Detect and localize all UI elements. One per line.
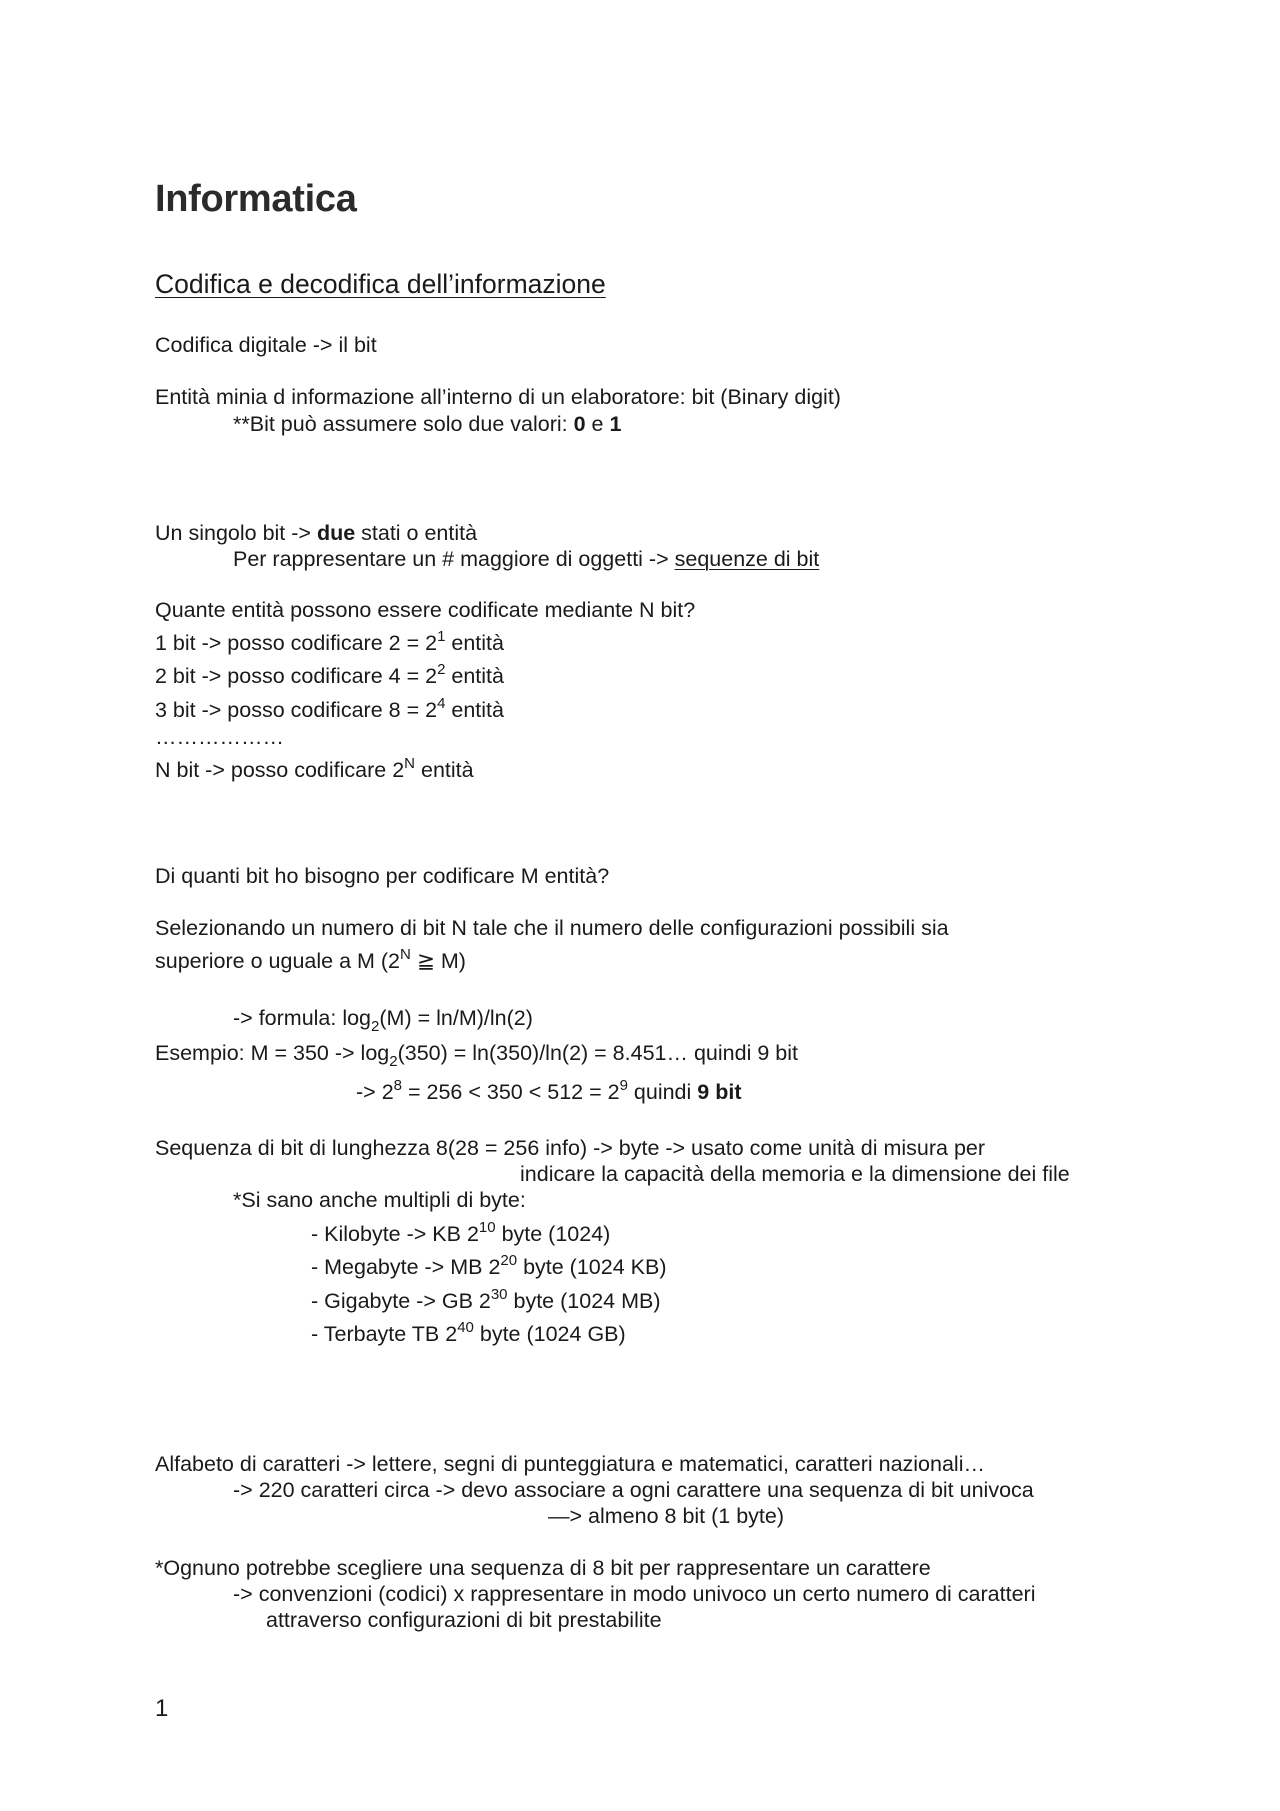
text-line: ……………… <box>155 725 284 749</box>
page-title: Informatica <box>155 178 357 220</box>
text-line: Alfabeto di caratteri -> lettere, segni di punteggiatura e matematici, caratteri nazionali… <box>155 1452 985 1476</box>
text-line: 1 bit -> posso codificare $2 = 2^1$ entità <box>155 628 504 655</box>
text-line: -> $2^8 = 256 < 350 < 512 = 2^9$ quindi 9 bit <box>356 1077 742 1104</box>
list-item: - Megabyte -> MB $2^{20}$ byte (1024 KB) <box>311 1252 667 1279</box>
text-line: -> convenzioni (codici) x rappresentare in modo univoco un certo numero di caratteri <box>233 1582 1036 1606</box>
text-line: *Si sano anche multipli di byte: <box>233 1188 526 1212</box>
text-line: Un singolo bit -> due stati o entità <box>155 521 478 545</box>
text-line: -> formula: $\log_2(M) = \ln/M)/\ln(2)$ <box>233 1006 533 1035</box>
text-line: attraverso configurazioni di bit prestabilite <box>266 1608 662 1632</box>
text-line: indicare la capacità della memoria e la dimensione dei file <box>520 1162 1070 1186</box>
text-line: Esempio: $M = 350 -> \log_2(350) = \ln(350)/\ln(2)$ = 8.451… quindi 9 bit <box>155 1041 798 1070</box>
text-line: Codifica digitale -> il bit <box>155 333 377 357</box>
text-line: Entità minia d informazione all’interno di un elaboratore: bit (Binary digit) <box>155 385 841 409</box>
text-line: 2 bit -> posso codificare $4 = 2^2$ entità <box>155 661 504 688</box>
text-line: N bit -> posso codificare $2^N$ entità <box>155 755 474 782</box>
text-line: Per rappresentare un # maggiore di oggetti -> sequenze di bit <box>233 547 820 571</box>
page-number: 1 <box>155 1695 169 1722</box>
text-line: **Bit può assumere solo due valori: 0 e 1 <box>233 412 622 436</box>
section-title: Codifica e decodifica dell’informazione <box>155 269 606 299</box>
list-item: - Kilobyte -> KB $2^{10}$ byte (1024) <box>311 1219 611 1246</box>
text-line: *Ognuno potrebbe scegliere una sequenza di 8 bit per rappresentare un carattere <box>155 1556 931 1580</box>
text-line: Quante entità possono essere codificate mediante N bit? <box>155 598 696 622</box>
text-line: Di quanti bit ho bisogno per codificare M entità? <box>155 864 610 888</box>
text-line: superiore o uguale a M ($2^N$ ≧ M) <box>155 946 466 973</box>
text-line: —> almeno 8 bit (1 byte) <box>548 1504 785 1528</box>
list-item: - Gigabyte -> GB $2^{30}$ byte (1024 MB) <box>311 1286 661 1313</box>
text-line: Selezionando un numero di bit N tale che il numero delle configurazioni possibili sia <box>155 916 949 940</box>
text-line: -> 220 caratteri circa -> devo associare a ogni carattere una sequenza di bit univoca <box>233 1478 1034 1502</box>
list-item: - Terbayte TB $2^{40}$ byte (1024 GB) <box>311 1319 626 1346</box>
text-line: 3 bit -> posso codificare $8 = 2^4$ entità <box>155 695 504 722</box>
text-line: Sequenza di bit di lunghezza 8(28 = 256 info) -> byte -> usato come unità di misura per <box>155 1136 986 1160</box>
